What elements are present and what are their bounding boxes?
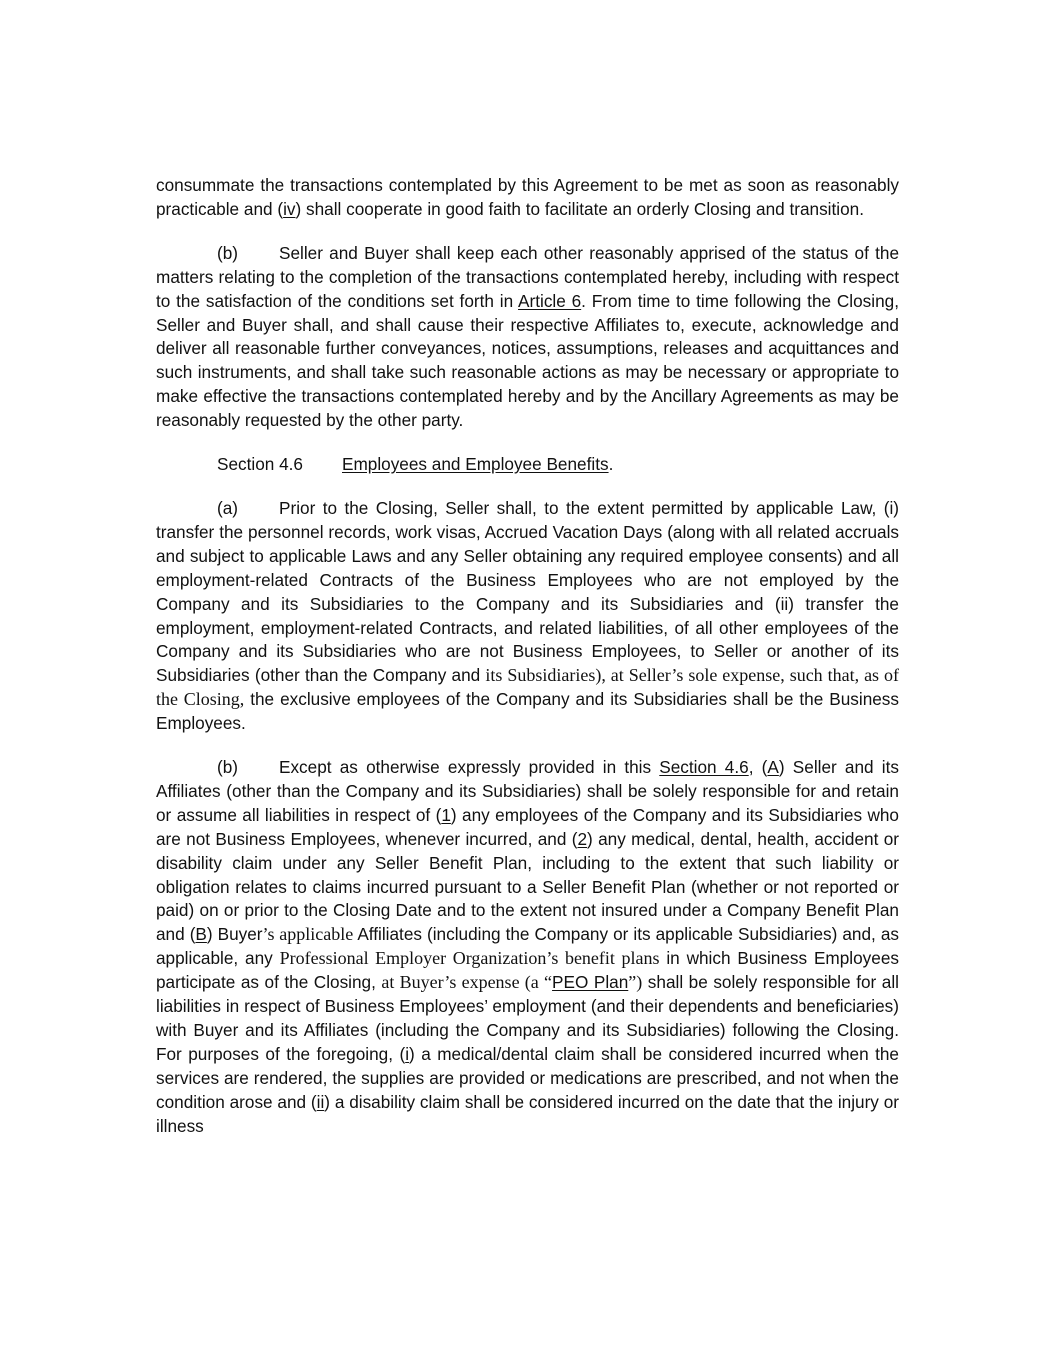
clause-marker: A [767,757,779,778]
text-serif: ’s applicable [262,924,354,945]
section-number: Section 4.6 [217,454,303,475]
paragraph-label: (b) [217,242,239,263]
clause-marker: B [195,924,207,945]
text: . [608,454,614,475]
paragraph-a-employees [156,497,899,736]
text: shall be solely responsible for all liabilities in respect of Business Employees’ employment (and their dependents and beneficiaries) with Buyer and its Affiliates (including the Company and its Subsidiaries) following the Closing. For purposes of the foregoing, ( [156,972,899,1064]
text: Prior to the Closing, Seller shall, to the extent permitted by applicable Law, (i) transfer the personnel records, work visas, Accrued Vacation Days (along with all related accruals and subject to applicable Laws and any Seller obtaining any required employee consents) and all employment-related Contracts of the Business Employees who are not employed by the Company and its Subsidiaries to the Company and its Subsidiaries and (ii) transfer the employment, employment-related Contracts, and related liabilities, of all other employees of the Company and its Subsidiaries who are not Business Employees, to Seller or another of its Subsidiaries (other than the Company and [156,497,899,686]
section-title: Employees and Employee Benefits [342,454,609,475]
section-reference: Section 4.6 [659,757,749,778]
section-heading [156,453,899,477]
text: , ( [748,757,768,778]
article-reference: Article 6 [518,290,582,311]
clause-marker: 2 [577,828,588,849]
underlined-ref: iv [283,198,296,219]
document-body [156,174,899,1159]
clause-marker: ii [316,1091,325,1112]
text: ) Seller and its Affiliates (other than the Company and its Subsidiaries) shall be solely responsible for and retain or assume all liabilities in respect of ( [156,757,899,825]
paragraph-continuation [156,174,899,222]
paragraph-label: (a) [217,497,239,518]
text: Affiliates (including the Company or its applicable Subsidiaries) and, as applicable, any [156,924,899,969]
text-serif: Professional Employer Organization’s benefit plans [279,948,660,969]
text: ) any employees of the Company and its Subsidiaries who are not Business Employees, whenever incurred, and ( [156,804,899,849]
text: ) shall cooperate in good faith to facilitate an orderly Closing and transition. [295,198,864,219]
text: ) a disability claim shall be considered incurred on the date that the injury or illness [156,1091,899,1136]
text: . From time to time following the Closing, Seller and Buyer shall, and shall cause their respective Affiliates to, execute, acknowledge and deliver all reasonable further conveyances, notices, assumptions, releases and acquittances and such instruments, and shall take such reasonable actions as may be necessary or appropriate to make effective the transactions contemplated hereby and by the Ancillary Agreements as may be reasonably requested by the other party. [156,290,899,431]
text-serif: its Subsidiaries), at Seller’s sole expense, such that, as of the Closing, [156,665,899,710]
paragraph-b-cooperation [156,242,899,433]
defined-term: PEO Plan [552,972,629,993]
text: consummate the transactions contemplated by this Agreement to be met as soon as reasonably practicable and ( [156,175,899,219]
text: in which Business Employees participate as of the Closing, [156,948,899,993]
text: ) a medical/dental claim shall be considered incurred when the services are rendered, the supplies are provided or medications are prescribed, and not when the condition arose and ( [156,1043,899,1112]
text-serif: at Buyer’s expense (a “ [381,972,553,993]
text-serif: ”) [628,972,643,993]
text: Except as otherwise expressly provided in this [279,757,660,778]
text: ) Buyer [206,924,263,945]
text: ) any medical, dental, health, accident or disability claim under any Seller Benefit Plan, including to the extent that such liability or obligation relates to claims incurred pursuant to a Seller Benefit Plan (whether or not reported or paid) on or prior to the Closing Date and to the extent not insured under a Company Benefit Plan and ( [156,828,899,945]
text: the exclusive employees of the Company and its Subsidiaries shall be the Business Employees. [156,689,899,734]
paragraph-b-liabilities [156,756,899,1139]
clause-marker: 1 [441,804,451,825]
clause-marker: i [405,1043,410,1064]
paragraph-label: (b) [217,757,239,778]
text: Seller and Buyer shall keep each other reasonably apprised of the status of the matters relating to the completion of the transactions contemplated hereby, including with respect to the satisfaction of the conditions set forth in [156,242,899,311]
